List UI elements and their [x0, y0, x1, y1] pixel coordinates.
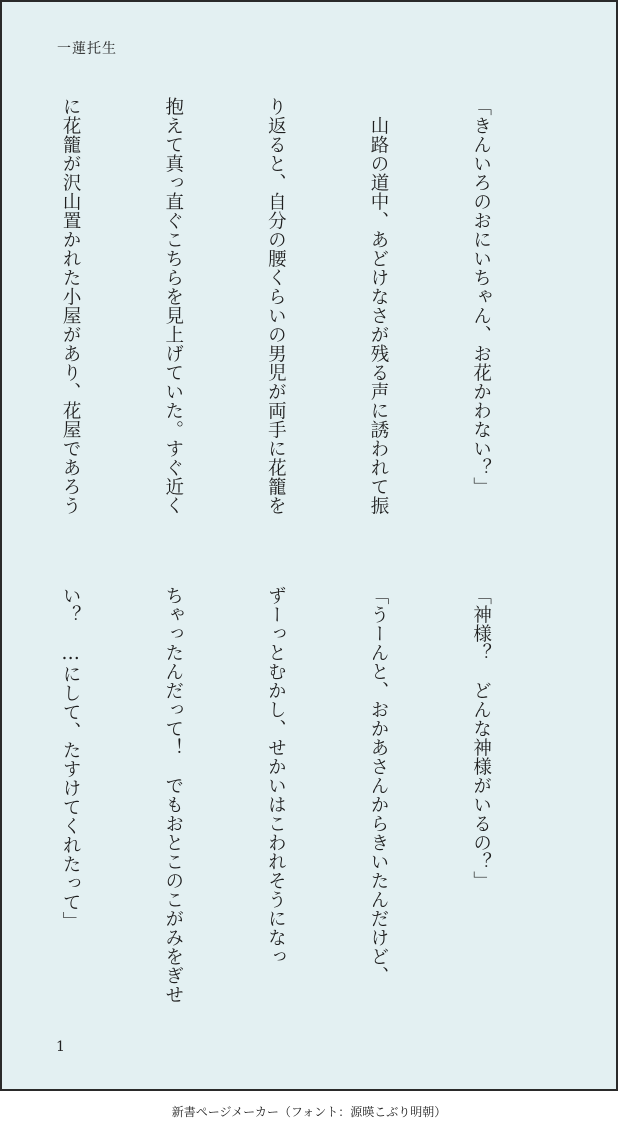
text-line: 抱えて真っ直ぐこちらを見上げていた。すぐ近く [162, 97, 184, 515]
page-title: 一蓮托生 [57, 41, 117, 57]
body-text-lower [0, 586, 566, 1016]
text-line: ちゃったんだって！ でもおとこのこがみをぎせ [162, 586, 184, 1004]
text-line: い？ …にして、たすけてくれたって」 [60, 586, 82, 931]
text-line: に花籠が沢山置かれた小屋があり、花屋であろう [60, 97, 82, 515]
text-line: 「きんいろのおにいちゃん、お花かわない？」 [470, 97, 492, 496]
footer-credit: 新書ページメーカー（フォント：源暎こぶり明朝） [171, 1105, 447, 1119]
text-line: 「神様？ どんな神様がいるの？」 [470, 586, 492, 890]
text-line: 「うーんと、おかあさんからきいたんだけど、 [367, 586, 389, 985]
body-text-upper [0, 97, 566, 527]
text-line: ずーっとむかし、せかいはこわれそうになっ [265, 586, 287, 966]
page-number: 1 [56, 1039, 65, 1055]
text-line: り返ると、自分の腰くらいの男児が両手に花籠を [265, 97, 287, 515]
text-line: 山路の道中、あどけなさが残る声に誘われて振 [367, 97, 389, 515]
